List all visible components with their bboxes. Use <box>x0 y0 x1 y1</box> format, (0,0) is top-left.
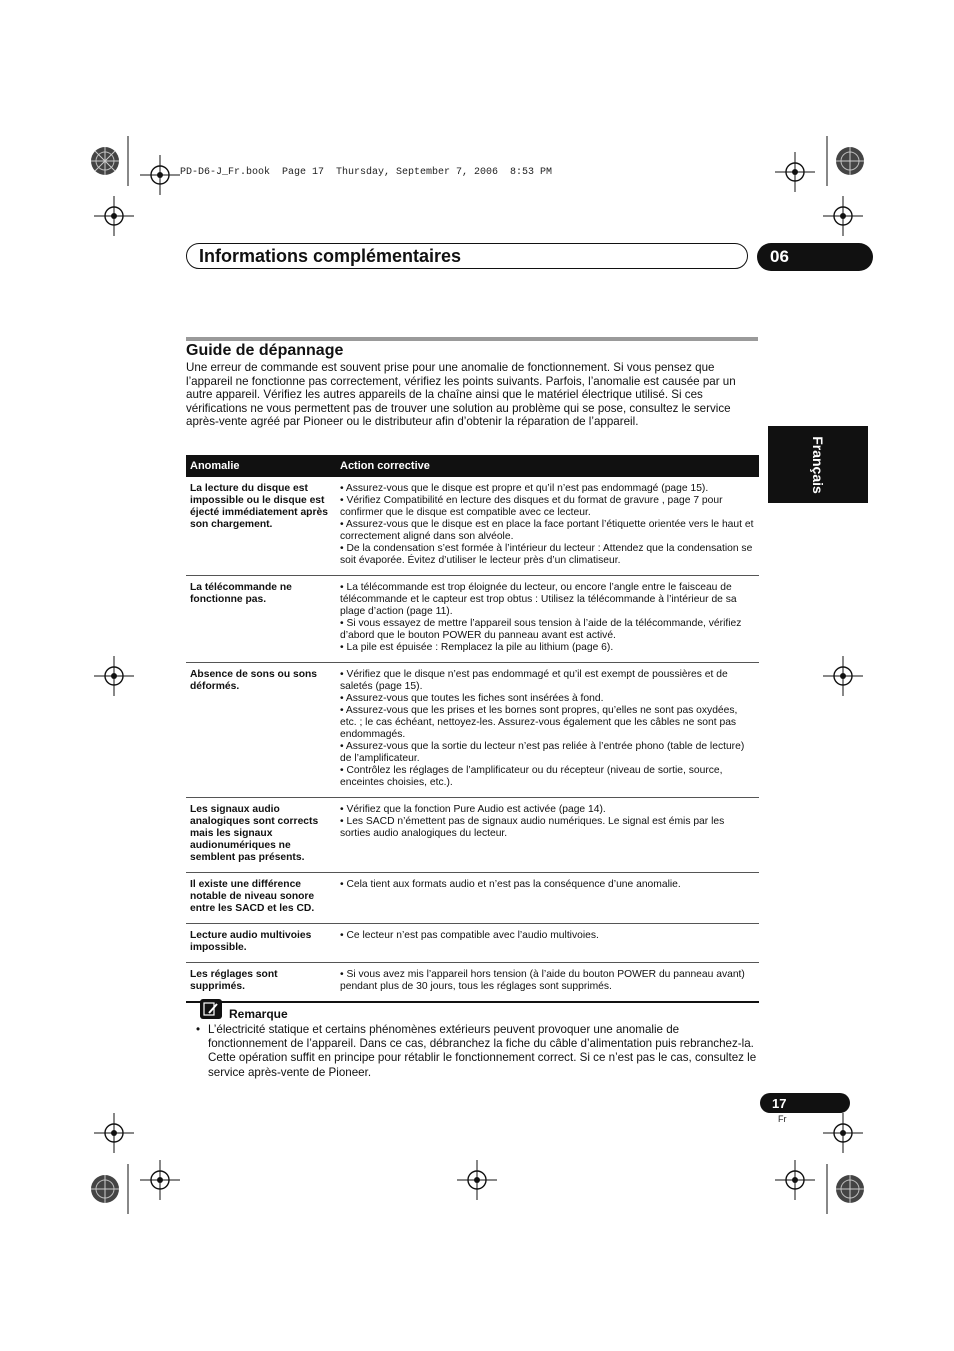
table-row <box>186 663 759 798</box>
crosshair-icon <box>818 1108 868 1158</box>
issue-cell: Il existe une différence notable de niveau sonore entre les SACD et les CD. <box>186 873 336 924</box>
crosshair-icon <box>89 1108 139 1158</box>
action-item: • Vérifiez que le disque n’est pas endommagé et qu’il est exempt de poussières et de saletés (page 15). <box>340 669 728 692</box>
action-item: • De la condensation s’est formée à l’intérieur du lecteur : Attendez que la condensation se soit évaporée. Évitez d’utiliser le lecteur près d’un climatiseur. <box>340 543 753 566</box>
crosshair-icon <box>770 1155 820 1205</box>
page-number: 17 <box>760 1093 850 1113</box>
chapter-number: 06 <box>757 243 873 271</box>
chapter-title: Informations complémentaires <box>199 245 462 266</box>
table-row <box>186 924 759 963</box>
column-header-action: Action corrective <box>336 455 759 477</box>
registration-mark-icon <box>825 136 875 186</box>
action-item: • Cela tient aux formats audio et n’est pas la conséquence d’une anomalie. <box>340 879 681 890</box>
note-title: Remarque <box>229 1007 288 1021</box>
action-cell <box>336 924 759 963</box>
table-row <box>186 576 759 663</box>
table-row <box>186 873 759 924</box>
issue-cell: La télécommande ne fonctionne pas. <box>186 576 336 663</box>
action-item: • Ce lecteur n’est pas compatible avec l’audio multivoies. <box>340 930 599 941</box>
action-item: • Assurez-vous que toutes les fiches sont insérées à fond. <box>340 693 604 704</box>
action-cell <box>336 576 759 663</box>
action-item: • La télécommande est trop éloignée du lecteur, ou encore l’angle entre le faisceau de télécommande et le capteur est trop obtus : Utilisez la télécommande à l’intérieur de sa plage d’action (page 11). <box>340 582 737 617</box>
section-title: Guide de dépannage <box>186 342 344 359</box>
action-item: • Assurez-vous que la sortie du lecteur n’est pas reliée à l’entrée phono (table de lecture) de l’amplificateur. <box>340 741 745 764</box>
registration-mark-icon <box>80 136 130 186</box>
action-item: • Assurez-vous que le disque est en place la face portant l’étiquette orientée vers le haut et correctement aligné dans son alvéole. <box>340 519 754 542</box>
crosshair-icon <box>818 191 868 241</box>
action-item: • Vérifiez que la fonction Pure Audio est activée (page 14). <box>340 804 606 815</box>
issue-cell: Lecture audio multivoies impossible. <box>186 924 336 963</box>
crosshair-icon <box>135 150 185 200</box>
issue-cell: Les réglages sont supprimés. <box>186 963 336 1003</box>
crosshair-icon <box>818 651 868 701</box>
section-intro: Une erreur de commande est souvent prise pour une anomalie de fonctionnement. Si vous pensez que l’appareil ne fonctionne pas correctement, vérifiez les points suivants. Parfois, l’anomalie est causée par un autre appareil. Vérifiez les autres appareils de la chaîne ainsi que le matériel électrique utilisé. Si ces vérifications ne vous permettent pas de trouver une solution au problème qui se pose, consultez le service après-vente agréé par Pioneer ou le distributeur afin d’obtenir la réparation de l’appareil. <box>186 361 736 429</box>
crosshair-icon <box>135 1155 185 1205</box>
table-row <box>186 477 759 576</box>
note-list <box>196 1023 758 1080</box>
crosshair-icon <box>452 1155 502 1205</box>
crosshair-icon <box>89 191 139 241</box>
action-cell <box>336 963 759 1003</box>
table-header-row <box>186 455 759 477</box>
troubleshooting-table <box>186 455 759 1003</box>
chapter-header <box>186 243 748 269</box>
registration-mark-icon <box>825 1164 875 1214</box>
note-item: • L’électricité statique et certains phénomènes extérieurs peuvent provoquer une anomalie de fonctionnement de l’appareil. Dans ce cas, débranchez la fiche du câble d’alimentation puis rebranchez-la. Cette opération suffit en principe pour rétablir le fonctionnement correct. Si ce n’est pas le cas, consultez le service après-vente de Pioneer. <box>196 1023 758 1080</box>
action-item: • Vérifiez Compatibilité en lecture des disques et du format de gravure , page 7 pour confirmer que le disque est compatible avec ce lecteur. <box>340 495 723 518</box>
action-cell <box>336 663 759 798</box>
action-cell <box>336 873 759 924</box>
action-item: • Contrôlez les réglages de l’amplificateur ou du récepteur (niveau de sortie, source, enceintes choisies, etc.). <box>340 765 723 788</box>
language-tab <box>768 426 868 503</box>
action-item: • Si vous avez mis l’appareil hors tension (à l’aide du bouton POWER du panneau avant) pendant plus de 30 jours, tous les réglages sont supprimés. <box>340 969 745 992</box>
issue-cell: La lecture du disque est impossible ou le disque est éjecté immédiatement après son chargement. <box>186 477 336 576</box>
page-language: Fr <box>778 1114 787 1124</box>
action-item: • Assurez-vous que les prises et les bornes sont propres, qu’elles ne sont pas oxydées, etc. ; le cas échéant, nettoyez-les. Assurez-vous également que les câbles ne sont pas endommagés. <box>340 705 738 740</box>
action-cell <box>336 477 759 576</box>
table-row <box>186 963 759 1003</box>
registration-mark-icon <box>80 1164 130 1214</box>
action-item: • Si vous essayez de mettre l’appareil sous tension à l’aide de la télécommande, vérifiez d’abord que le bouton POWER du panneau avant est activé. <box>340 618 742 641</box>
crosshair-icon <box>770 147 820 197</box>
print-info: PD-D6-J_Fr.book Page 17 Thursday, September 7, 2006 8:53 PM <box>180 167 553 178</box>
action-item: • Les SACD n’émettent pas de signaux audio numériques. Le signal est émis par les sorties audio analogiques du lecteur. <box>340 816 725 839</box>
action-cell <box>336 798 759 873</box>
pencil-note-icon <box>200 999 222 1019</box>
column-header-anomalie: Anomalie <box>186 455 336 477</box>
issue-cell: Les signaux audio analogiques sont corrects mais les signaux audionumériques ne semblent pas présents. <box>186 798 336 873</box>
action-item: • La pile est épuisée : Remplacez la pile au lithium (page 6). <box>340 642 614 653</box>
language-tab-label: Français <box>810 435 826 494</box>
crosshair-icon <box>89 651 139 701</box>
issue-cell: Absence de sons ou sons déformés. <box>186 663 336 798</box>
action-item: • Assurez-vous que le disque est propre et qu’il n’est pas endommagé (page 15). <box>340 483 709 494</box>
section-rule <box>186 337 758 341</box>
table-row <box>186 798 759 873</box>
